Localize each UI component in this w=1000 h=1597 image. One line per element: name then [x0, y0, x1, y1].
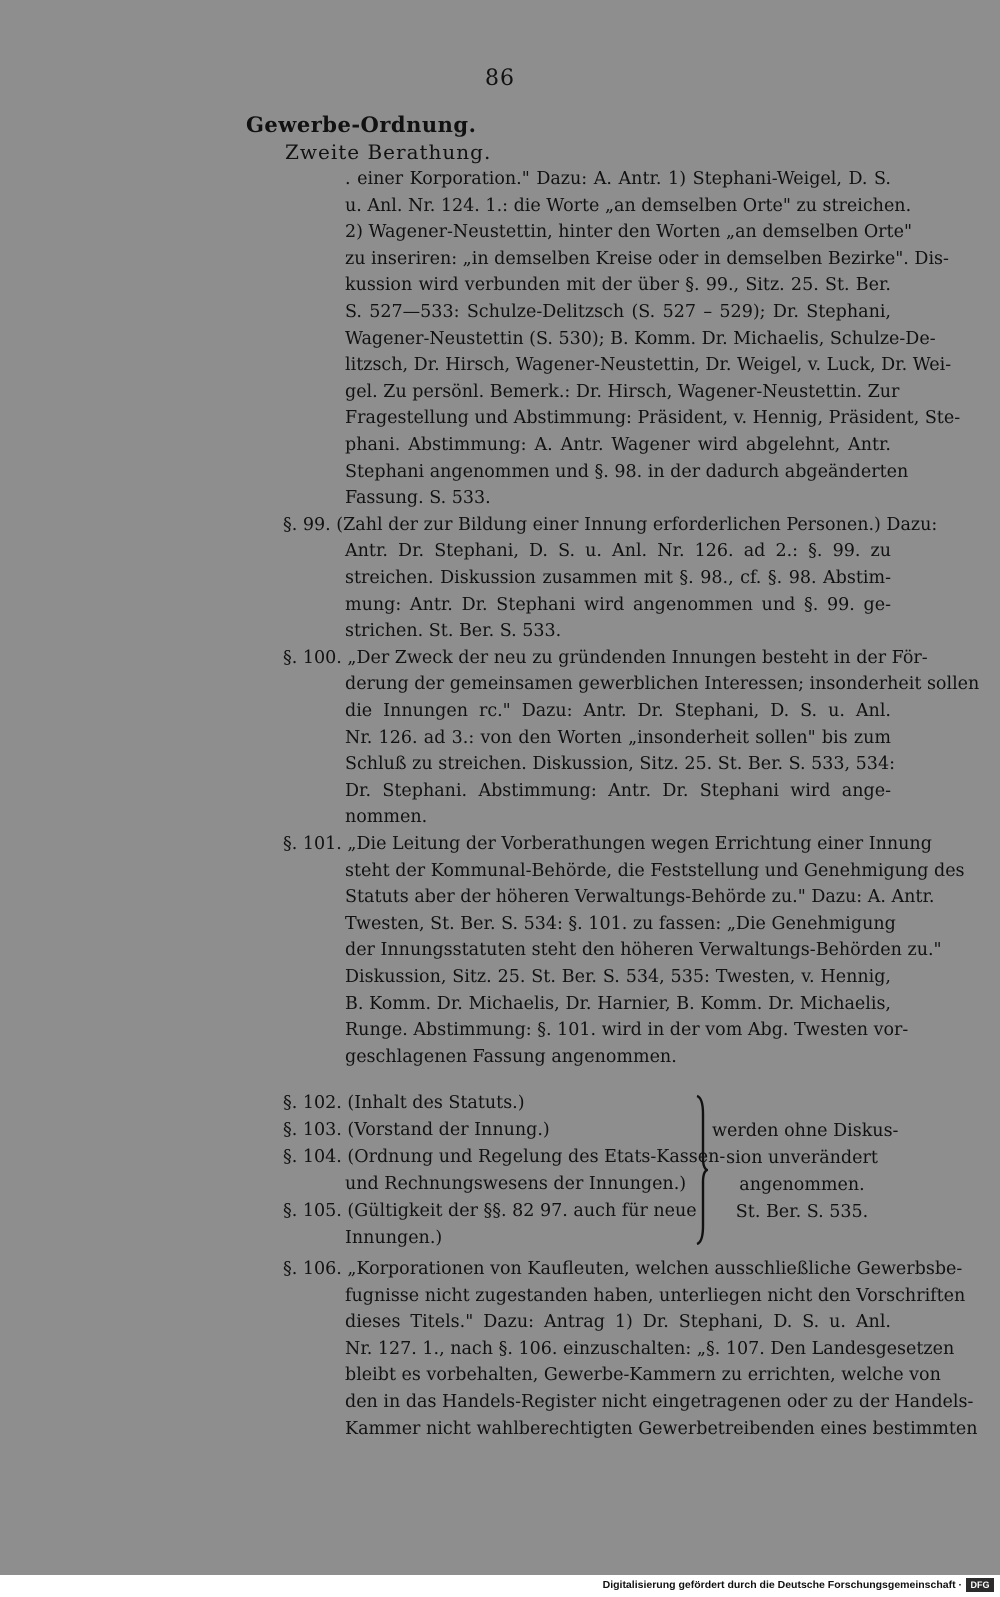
grouped-note-line: sion unverändert — [726, 1148, 878, 1168]
grouped-line: §. 104. (Ordnung und Regelung des Etats-Kassen- — [283, 1147, 726, 1167]
text-line: dieses Titels." Dazu: Antrag 1) Dr. Stephani, D. S. u. Anl. — [345, 1312, 891, 1333]
text-line: Nr. 127. 1., nach §. 106. einzuschalten: „§. 107. Den Landesgesetzen — [345, 1338, 955, 1359]
text-line: 2) Wagener-Neustettin, hinter den Worten „an demselben Orte" — [345, 222, 912, 243]
section-heading: Gewerbe-Ordnung. — [246, 112, 477, 137]
grouped-note-line: angenommen. — [739, 1175, 865, 1195]
section-line: §. 99. (Zahl der zur Bildung einer Innung erforderlichen Personen.) Dazu: — [283, 514, 938, 535]
text-line: fugnisse nicht zugestanden haben, unterliegen nicht den Vorschriften — [345, 1285, 966, 1306]
text-line: Fragestellung und Abstimmung: Präsident, v. Hennig, Präsident, Ste- — [345, 408, 961, 429]
text-line: kussion wird verbunden mit der über §. 99., Sitz. 25. St. Ber. — [345, 275, 891, 296]
text-line: S. 527—533: Schulze-Delitzsch (S. 527 – 529); Dr. Stephani, — [345, 302, 891, 322]
dfg-logo: DFG — [966, 1578, 994, 1592]
text-line: geschlagenen Fassung angenommen. — [345, 1046, 677, 1067]
footer-credit: Digitalisierung gefördert durch die Deutsche Forschungsgemeinschaft · — [602, 1579, 962, 1591]
text-line: strichen. St. Ber. S. 533. — [345, 621, 562, 642]
grouped-note-line: St. Ber. S. 535. — [735, 1202, 869, 1222]
text-line: Antr. Dr. Stephani, D. S. u. Anl. Nr. 126. ad 2.: §. 99. zu — [345, 541, 891, 562]
text-line: zu inseriren: „in demselben Kreise oder in demselben Bezirke". Dis- — [345, 248, 949, 269]
text-line: Nr. 126. ad 3.: von den Worten „insonderheit sollen" bis zum — [345, 727, 891, 748]
footer-bar — [0, 1575, 1000, 1597]
text-line: Fassung. S. 533. — [345, 488, 491, 509]
text-line: streichen. Diskussion zusammen mit §. 98., cf. §. 98. Abstim- — [345, 568, 891, 588]
text-line: Dr. Stephani. Abstimmung: Antr. Dr. Stephani wird ange- — [345, 780, 891, 801]
text-line: mung: Antr. Dr. Stephani wird angenommen und §. 99. ge- — [345, 594, 891, 615]
text-line: phani. Abstimmung: A. Antr. Wagener wird abgelehnt, Antr. — [345, 435, 891, 455]
grouped-line: Innungen.) — [345, 1228, 443, 1248]
text-line: nommen. — [345, 807, 428, 828]
section-line: §. 101. „Die Leitung der Vorberathungen wegen Errichtung einer Innung — [283, 834, 932, 854]
grouped-note-line: werden ohne Diskus- — [712, 1121, 899, 1141]
text-line: Wagener-Neustettin (S. 530); B. Komm. Dr. Michaelis, Schulze-De- — [345, 328, 936, 349]
curly-brace — [694, 1094, 708, 1246]
text-line: u. Anl. Nr. 124. 1.: die Worte „an demselben Orte" zu streichen. — [345, 195, 912, 216]
grouped-line: §. 102. (Inhalt des Statuts.) — [283, 1093, 525, 1113]
grouped-line: §. 103. (Vorstand der Innung.) — [283, 1120, 550, 1140]
page-number: 86 — [485, 66, 515, 91]
text-line: Runge. Abstimmung: §. 101. wird in der vom Abg. Twesten vor- — [345, 1020, 909, 1041]
grouped-line: und Rechnungswesens der Innungen.) — [345, 1174, 687, 1194]
text-line: Diskussion, Sitz. 25. St. Ber. S. 534, 535: Twesten, v. Hennig, — [345, 967, 891, 987]
text-line: litzsch, Dr. Hirsch, Wagener-Neustettin, Dr. Weigel, v. Luck, Dr. Wei- — [345, 355, 952, 376]
text-line: der Innungsstatuten steht den höheren Verwaltungs-Behörden zu." — [345, 940, 942, 961]
text-line: die Innungen rc." Dazu: Antr. Dr. Stephani, D. S. u. Anl. — [345, 701, 891, 721]
text-line: Kammer nicht wahlberechtigten Gewerbetreibenden eines bestimmten — [345, 1418, 978, 1439]
text-line: bleibt es vorbehalten, Gewerbe-Kammern zu errichten, welche von — [345, 1365, 941, 1386]
text-line: derung der gemeinsamen gewerblichen Interessen; insonderheit sollen — [345, 674, 980, 695]
text-line: . einer Korporation." Dazu: A. Antr. 1) Stephani-Weigel, D. S. — [345, 169, 891, 189]
text-line: Statuts aber der höheren Verwaltungs-Behörde zu." Dazu: A. Antr. — [345, 887, 935, 908]
section-subheading: Zweite Berathung. — [285, 140, 492, 164]
text-line: B. Komm. Dr. Michaelis, Dr. Harnier, B. Komm. Dr. Michaelis, — [345, 993, 891, 1014]
text-line: steht der Kommunal-Behörde, die Feststellung und Genehmigung des — [345, 860, 965, 881]
section-line: §. 100. „Der Zweck der neu zu gründenden Innungen besteht in der För- — [283, 647, 928, 668]
text-line: Twesten, St. Ber. S. 534: §. 101. zu fassen: „Die Genehmigung — [345, 913, 896, 934]
section-line: §. 106. „Korporationen von Kaufleuten, welchen ausschließliche Gewerbsbe- — [283, 1259, 963, 1279]
text-line: Stephani angenommen und §. 98. in der dadurch abgeänderten — [345, 461, 909, 482]
text-line: Schluß zu streichen. Diskussion, Sitz. 25. St. Ber. S. 533, 534: — [345, 754, 895, 775]
text-line: gel. Zu persönl. Bemerk.: Dr. Hirsch, Wagener-Neustettin. Zur — [345, 381, 900, 402]
text-line: den in das Handels-Register nicht eingetragenen oder zu der Handels- — [345, 1392, 974, 1412]
grouped-line: §. 105. (Gültigkeit der §§. 82 97. auch für neue — [283, 1201, 697, 1221]
